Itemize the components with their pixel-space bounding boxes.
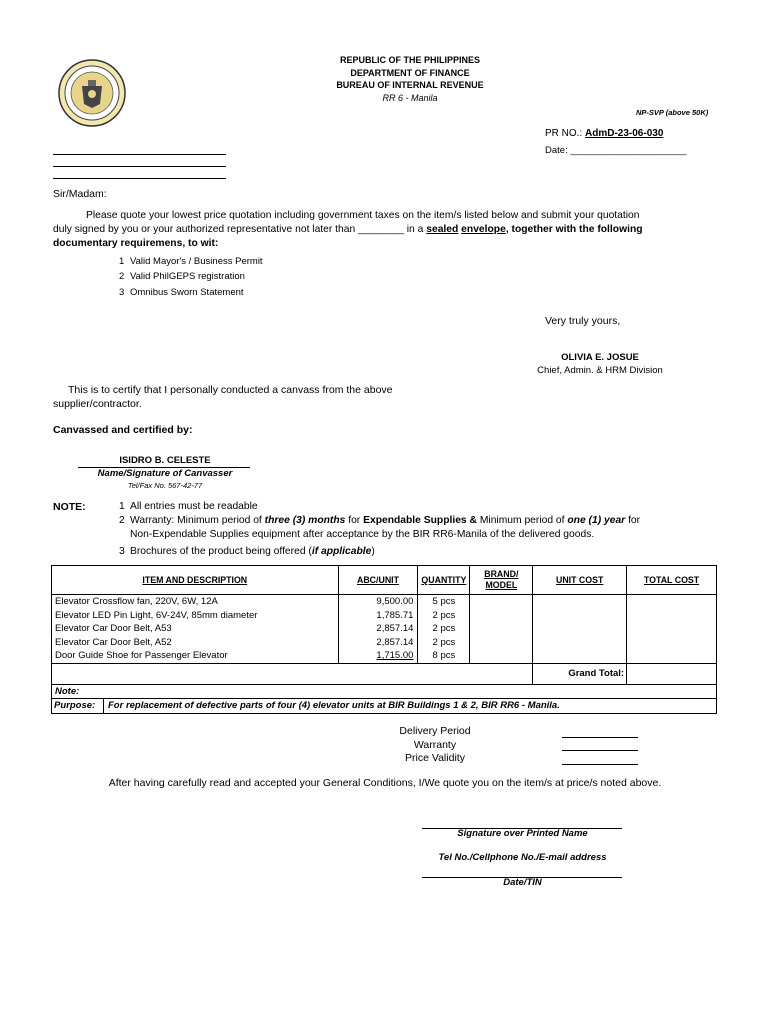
note-number: 3 xyxy=(119,546,125,557)
unit-cost-cell[interactable] xyxy=(533,595,627,609)
note-text: for xyxy=(625,515,641,526)
terms-labels xyxy=(360,725,510,766)
note-emphasis: one (1) year xyxy=(567,515,626,526)
warranty-label: Warranty xyxy=(413,738,457,751)
abc-unit: 1,715.00 xyxy=(338,649,418,663)
contact-caption: Tel No./Cellphone No./E-mail address xyxy=(438,852,607,863)
purpose-label: Purpose: xyxy=(52,699,104,713)
col-total-cost: TOTAL COST xyxy=(627,566,717,595)
note-text: All entries must be readable xyxy=(130,501,258,512)
quantity: 2 pcs xyxy=(418,636,470,650)
pr-number: AdmD-23-06-030 xyxy=(585,128,664,139)
brand-model-cell[interactable] xyxy=(470,595,533,609)
note-text: Minimum period of xyxy=(476,515,568,526)
note-item-2-continued: Non-Expendable Supplies equipment after acceptance by the BIR RR6-Manila of the delivered goods. xyxy=(130,529,595,540)
pr-label: PR NO.: xyxy=(545,128,586,139)
requirement-number: 1 xyxy=(119,256,125,267)
requirement-text: Omnibus Sworn Statement xyxy=(130,287,244,298)
signatory-title: Chief, Admin. & HRM Division xyxy=(537,365,663,376)
col-model-label: MODEL xyxy=(485,580,518,590)
body-line-3: documentary requiremens, to wit: xyxy=(53,238,219,249)
unit-cost-cell[interactable] xyxy=(533,636,627,650)
table-row xyxy=(52,636,717,650)
note-label: NOTE: xyxy=(53,501,86,513)
note-number: 2 xyxy=(119,515,125,526)
abc-unit: 2,857.14 xyxy=(338,622,418,636)
certify-line-2: supplier/contractor. xyxy=(53,398,142,410)
signature-caption: Signature over Printed Name xyxy=(457,828,588,839)
brand-model-cell[interactable] xyxy=(470,622,533,636)
note-emphasis: three (3) months xyxy=(264,515,346,526)
grand-total-row xyxy=(52,663,717,684)
salutation: Sir/Madam: xyxy=(53,188,107,200)
body-line-2 xyxy=(53,224,643,235)
delivery-period-line[interactable] xyxy=(562,737,638,738)
brand-model-cell[interactable] xyxy=(470,636,533,650)
note-item-3 xyxy=(119,546,375,557)
col-unit-cost: UNIT COST xyxy=(533,566,627,595)
abc-unit: 2,857.14 xyxy=(338,636,418,650)
address-line-1 xyxy=(53,154,226,155)
purpose-cell xyxy=(52,699,717,714)
col-brand-model xyxy=(470,566,533,595)
table-row xyxy=(52,595,717,609)
grand-total-cell[interactable] xyxy=(627,663,717,684)
total-cost-cell[interactable] xyxy=(627,636,717,650)
item-description: Elevator LED Pin Light, 6V-24V, 85mm diameter xyxy=(52,609,339,623)
canvasser-name: ISIDRO B. CELESTE xyxy=(119,455,211,466)
note-text: for xyxy=(345,515,364,526)
total-cost-cell[interactable] xyxy=(627,609,717,623)
note-item-1 xyxy=(119,501,258,512)
item-description: Elevator Car Door Belt, A53 xyxy=(52,622,339,636)
note-text: Brochures of the product being offered ( xyxy=(130,546,312,557)
table-header-row xyxy=(52,566,717,595)
requirement-text: Valid Mayor's / Business Permit xyxy=(130,256,263,267)
unit-cost-cell[interactable] xyxy=(533,649,627,663)
requirement-number: 3 xyxy=(119,287,125,298)
col-item-description: ITEM AND DESCRIPTION xyxy=(52,566,339,595)
table-note-row xyxy=(52,684,717,699)
canvasser-caption: Name/Signature of Canvasser xyxy=(97,468,233,479)
item-description: Door Guide Shoe for Passenger Elevator xyxy=(52,649,339,663)
closing-text: Very truly yours, xyxy=(545,315,621,327)
requirement-item xyxy=(119,256,263,267)
date-field: Date: ______________________ xyxy=(545,145,687,156)
address-line-2 xyxy=(53,166,226,167)
table-row xyxy=(52,649,717,663)
note-emphasis: if applicable xyxy=(311,546,372,557)
total-cost-cell[interactable] xyxy=(627,595,717,609)
quantity: 2 pcs xyxy=(418,622,470,636)
signatory-name: OLIVIA E. JOSUE xyxy=(561,352,639,363)
col-brand-label: BRAND/ xyxy=(484,569,519,579)
abc-unit: 9,500.00 xyxy=(338,595,418,609)
items-table xyxy=(51,565,717,714)
address-line-3 xyxy=(53,178,226,179)
abc-unit: 1,785.71 xyxy=(338,609,418,623)
col-abc-unit: ABC/UNIT xyxy=(338,566,418,595)
item-description: Elevator Crossflow fan, 220V, 6W, 12A xyxy=(52,595,339,609)
requirement-item xyxy=(119,287,244,298)
grand-total-label: Grand Total: xyxy=(533,663,627,684)
note-emphasis: Expendable Supplies & xyxy=(363,515,477,526)
brand-model-cell[interactable] xyxy=(470,609,533,623)
requirement-number: 2 xyxy=(119,271,125,282)
table-row xyxy=(52,609,717,623)
canvassed-heading: Canvassed and certified by: xyxy=(53,424,193,436)
acceptance-statement: After having carefully read and accepted your General Conditions, I/We quote you on the item/s at price/s noted above. xyxy=(108,777,662,789)
col-quantity: QUANTITY xyxy=(418,566,470,595)
envelope-text: envelope xyxy=(461,224,506,235)
purpose-text: For replacement of defective parts of four (4) elevator units at BIR Buildings 1 & 2, BIR RR6 - Manila. xyxy=(108,700,560,711)
unit-cost-cell[interactable] xyxy=(533,609,627,623)
delivery-period-label: Delivery Period xyxy=(399,725,471,737)
note-item-2 xyxy=(119,515,640,526)
canvasser-tel: Tel/Fax No. 567-42-77 xyxy=(127,481,203,490)
body-line-1: Please quote your lowest price quotation including government taxes on the item/s listed below and submit your quotation xyxy=(86,210,640,221)
table-note-label: Note: xyxy=(52,684,717,699)
quantity: 5 pcs xyxy=(418,595,470,609)
warranty-line[interactable] xyxy=(562,750,638,751)
price-validity-label: Price Validity xyxy=(405,752,465,764)
purpose-row xyxy=(52,699,717,714)
quantity: 2 pcs xyxy=(418,609,470,623)
requirement-text: Valid PhilGEPS registration xyxy=(130,271,245,282)
table-row xyxy=(52,622,717,636)
header-republic: REPUBLIC OF THE PHILIPPINES xyxy=(339,55,480,65)
pr-number-line xyxy=(545,128,663,139)
brand-model-cell[interactable] xyxy=(470,649,533,663)
note-text: ) xyxy=(371,546,375,557)
item-description: Elevator Car Door Belt, A52 xyxy=(52,636,339,650)
sealed-text: sealed xyxy=(426,224,459,235)
total-cost-cell[interactable] xyxy=(627,649,717,663)
unit-cost-cell[interactable] xyxy=(533,622,627,636)
requirement-item xyxy=(119,271,245,282)
quantity: 8 pcs xyxy=(418,649,470,663)
total-cost-cell[interactable] xyxy=(627,622,717,636)
body-line-2a: duly signed by you or your authorized representative not later than ________ in a xyxy=(53,224,427,235)
header-bureau: BUREAU OF INTERNAL REVENUE xyxy=(336,80,484,90)
header-department: DEPARTMENT OF FINANCE xyxy=(350,67,470,78)
np-svp-tag: NP-SVP (above 50K) xyxy=(636,108,709,117)
note-number: 1 xyxy=(119,501,125,512)
body-line-2e: , together with the following xyxy=(505,224,643,235)
bir-seal-logo xyxy=(57,58,127,128)
certify-line-1: This is to certify that I personally conducted a canvass from the above xyxy=(68,384,393,396)
date-tin-caption: Date/TIN xyxy=(503,877,542,888)
header-region: RR 6 - Manila xyxy=(382,92,438,103)
price-validity-line[interactable] xyxy=(562,764,638,765)
note-text: Warranty: Minimum period of xyxy=(130,515,265,526)
